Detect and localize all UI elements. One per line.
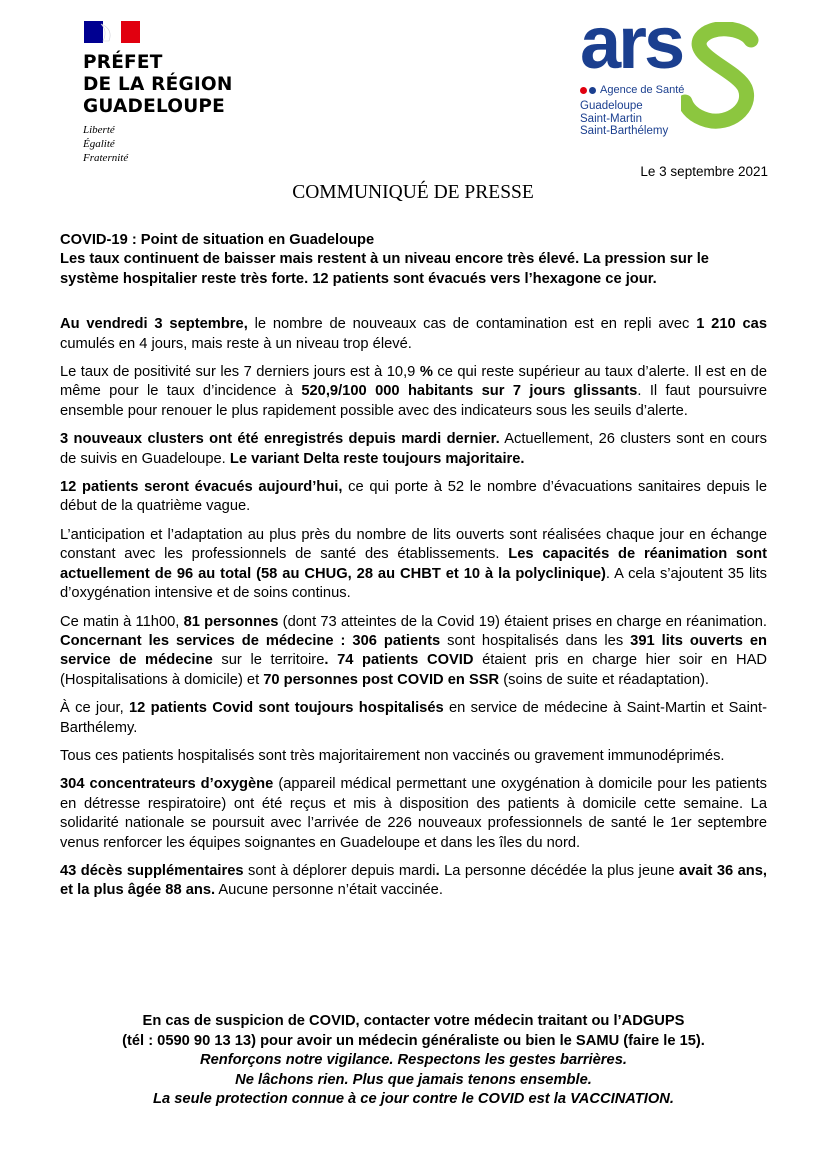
text-run: Le taux de positivité sur les 7 derniers jours est à 10,9	[60, 364, 420, 381]
text-run: La personne décédée la plus jeune	[439, 862, 679, 879]
ars-agency-label: Agence de Santé	[600, 84, 685, 96]
text-run: ce qui reste supérieur au taux d’alerte. Il est en de même pour le taux d’incidence à	[60, 364, 767, 400]
paragraph-list	[60, 315, 767, 901]
text-run: À ce jour,	[60, 700, 130, 717]
bold-text: 391 lits ouverts en service de médecine	[60, 632, 767, 669]
body-paragraph	[60, 775, 767, 853]
body-paragraph	[60, 699, 767, 738]
ars-regions	[580, 100, 668, 138]
footer-notice	[60, 1012, 767, 1110]
marianne-flag-icon	[84, 21, 140, 43]
body-paragraph	[60, 478, 767, 517]
contact-line: (tél : 0590 90 13 13) pour avoir un médecin généraliste ou bien le SAMU (faire le 15).	[122, 1032, 705, 1049]
prefet-line: PRÉFET	[83, 52, 163, 73]
bold-text: .	[435, 862, 440, 879]
motto-line: Fraternité	[83, 152, 129, 164]
body-paragraph	[60, 747, 767, 766]
text-run: sont à déplorer depuis mardi	[243, 862, 436, 879]
bold-text: Au vendredi 3 septembre,	[60, 316, 248, 333]
red-dot-icon	[580, 87, 587, 94]
blue-dot-icon	[589, 87, 596, 94]
bold-text: . 74 patients COVID	[324, 652, 474, 669]
text-run: étaient pris en charge hier soir en HAD (Hospitalisations à domicile) et	[60, 652, 767, 688]
bold-text: 1 210 cas	[696, 316, 767, 333]
press-release-body	[60, 231, 767, 910]
text-run: (soins de suite et réadaptation).	[499, 671, 709, 688]
lead-summary	[60, 231, 767, 289]
text-run: L’anticipation et l’adaptation au plus près du nombre de lits ouverts sont réalisées chaque jour en échange constant avec les professionnels de santé des établissements.	[60, 526, 767, 563]
ars-region: Saint-Martin	[580, 112, 642, 125]
bold-text: 304 concentrateurs d’oxygène	[60, 776, 274, 793]
republic-motto	[83, 123, 128, 165]
prefet-title	[83, 52, 233, 118]
body-paragraph	[60, 363, 767, 421]
bold-text: 81 personnes	[183, 613, 279, 630]
text-run: Ce matin à 11h00,	[60, 613, 184, 630]
bold-text: Les capacités de réanimation sont actuellement de 96 au total (58 au CHUG, 28 au CHBT et 10 à la polyclinique)	[60, 546, 767, 582]
ars-wordmark: ars	[580, 1, 683, 84]
bold-text: 12 patients Covid sont toujours hospitalisés	[129, 700, 444, 717]
lead-title: COVID-19 : Point de situation en Guadeloupe	[60, 232, 375, 248]
bold-text: Concernant les services de médecine : 306 patients	[60, 632, 441, 649]
text-run: Aucune personne n’était vaccinée.	[215, 882, 443, 899]
text-run: . A cela s’ajoutent 35 lits d’oxygénation intensive et de soins continus.	[60, 565, 767, 602]
text-run: Tous ces patients hospitalisés sont très majoritairement non vaccinés ou gravement immunodéprimés.	[60, 747, 725, 764]
ars-region: Saint-Barthélemy	[580, 125, 669, 137]
text-run: (dont 73 atteintes de la Covid 19) étaient prises en charge en réanimation.	[278, 613, 767, 630]
text-run: ce qui porte à 52 le nombre d’évacuations sanitaires depuis le début de la quatrième vague.	[60, 479, 767, 515]
body-paragraph	[60, 315, 767, 354]
slogan-line: Ne lâchons rien. Plus que jamais tenons ensemble.	[235, 1071, 592, 1088]
prefet-line: GUADELOUPE	[83, 96, 226, 117]
bold-text: 3 nouveaux clusters ont été enregistrés depuis mardi dernier.	[60, 431, 500, 448]
motto-line: Égalité	[83, 138, 115, 150]
prefet-logo	[76, 14, 256, 184]
text-run: sont hospitalisés dans les	[440, 632, 631, 649]
prefet-line: DE LA RÉGION	[83, 74, 233, 95]
bold-text: Le variant Delta reste toujours majoritaire.	[229, 450, 525, 467]
ars-agency-line	[580, 83, 684, 97]
text-run: cumulés en 4 jours, mais reste à un niveau trop élevé.	[60, 335, 412, 352]
body-paragraph	[60, 862, 767, 901]
body-paragraph	[60, 613, 767, 691]
bold-text: %	[419, 364, 433, 381]
bold-text: 70 personnes post COVID en SSR	[263, 671, 500, 688]
slogan-line: Renforçons notre vigilance. Respectons les gestes barrières.	[200, 1052, 627, 1069]
ars-s-swoosh-icon	[681, 22, 761, 132]
motto-line: Liberté	[83, 124, 115, 136]
body-paragraph	[60, 526, 767, 604]
lead-subtitle: Les taux continuent de baisser mais restent à un niveau encore très élevé. La pression sur le système hospitalier reste très forte. 12 patients sont évacués vers l’hexagone ce jour.	[60, 251, 709, 287]
document-heading: COMMUNIQUÉ DE PRESSE	[292, 182, 534, 203]
text-run: le nombre de nouveaux cas de contamination est en repli avec	[247, 316, 697, 333]
slogan-line: La seule protection connue à ce jour contre le COVID est la VACCINATION.	[153, 1091, 674, 1108]
text-run: sur le territoire	[212, 652, 325, 669]
bold-text: 12 patients seront évacués aujourd’hui,	[60, 479, 343, 496]
text-run: en service de médecine à Saint-Martin et Saint-Barthélemy.	[60, 700, 767, 736]
text-run: (appareil médical permettant une oxygénation à domicile pour les patients en détresse respiratoire) ont été reçus et mis à disposition des patients à domicile cette semaine. La solidarité nationale se poursuit avec l’arrivée de 226 nouveaux professionnels de santé le 1er septembre venus renforcer les équipes soignantes en Guadeloupe et dans les îles du nord.	[60, 776, 767, 851]
body-paragraph	[60, 430, 767, 469]
bold-text: 43 décès supplémentaires	[60, 862, 244, 879]
ars-logo	[576, 1, 766, 142]
ars-region: Guadeloupe	[580, 100, 643, 112]
bold-text: avait 36 ans, et la plus âgée 88 ans.	[60, 862, 767, 899]
contact-line: En cas de suspicion de COVID, contacter votre médecin traitant ou l’ADGUPS	[142, 1013, 685, 1029]
bold-text: 520,9/100 000 habitants sur 7 jours glissants	[301, 383, 638, 400]
document-date: Le 3 septembre 2021	[640, 164, 768, 179]
text-run: Actuellement, 26 clusters sont en cours de suivis en Guadeloupe.	[60, 431, 767, 467]
text-run: . Il faut poursuivre ensemble pour renouer le plus rapidement possible avec des indicateurs sous les seuils d’alerte.	[60, 383, 767, 419]
